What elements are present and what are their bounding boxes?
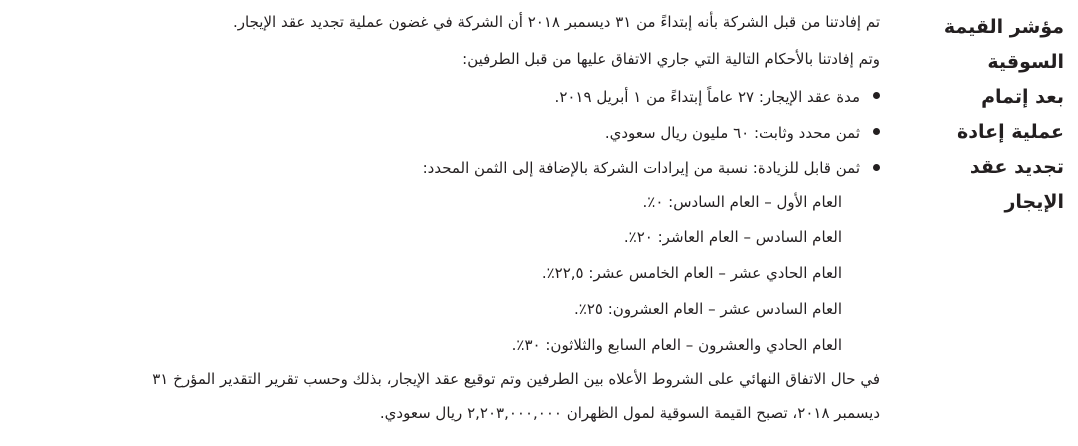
section-heading-line-2: السوقية bbox=[987, 51, 1064, 73]
schedule-item-years-21-37: العام الحادي والعشرون – العام السابع والثلاثون: ٣٠٪. bbox=[511, 336, 842, 354]
schedule-item-years-16-20: العام السادس عشر – العام العشرون: ٢٥٪. bbox=[574, 300, 842, 318]
bullet-dot-icon bbox=[873, 92, 880, 99]
bullet-dot-icon bbox=[873, 128, 880, 135]
bullet-item-fixed-price bbox=[10, 115, 880, 151]
bullet-item-text: مدة عقد الإيجار: ٢٧ عاماً إبتداءً من ١ أبريل ٢٠١٩. bbox=[554, 88, 860, 106]
section-heading-line-5: تجديد عقد bbox=[969, 156, 1064, 178]
section-heading-line-3: بعد إتمام bbox=[981, 86, 1064, 108]
bullet-item-lease-term bbox=[10, 79, 880, 115]
bullet-dot-icon bbox=[873, 164, 880, 171]
intro-paragraph-line-2: وتم إفادتنا بالأحكام التالية التي جاري الاتفاق عليها من قبل الطرفين: bbox=[462, 50, 880, 68]
section-heading-line-1: مؤشر القيمة bbox=[943, 16, 1064, 38]
bullet-item-variable-price bbox=[10, 151, 880, 185]
bullet-item-text: ثمن محدد وثابت: ٦٠ مليون ريال سعودي. bbox=[604, 124, 860, 142]
section-heading bbox=[943, 10, 1064, 220]
bullet-item-text: ثمن قابل للزيادة: نسبة من إيرادات الشركة بالإضافة إلى الثمن المحدد: bbox=[422, 159, 860, 177]
schedule-item-years-11-15: العام الحادي عشر – العام الخامس عشر: ٢٢,٥٪. bbox=[541, 264, 842, 282]
schedule-item-years-6-10: العام السادس – العام العاشر: ٢٠٪. bbox=[623, 228, 842, 246]
conclusion-paragraph-line-2: ديسمبر ٢٠١٨، تصبح القيمة السوقية لمول الظهران ٢,٢٠٣,٠٠٠,٠٠٠ ريال سعودي. bbox=[379, 404, 880, 422]
section-heading-line-6: الإيجار bbox=[1004, 191, 1064, 213]
conclusion-paragraph-line-1: في حال الاتفاق النهائي على الشروط الأعلاه بين الطرفين وتم توقيع عقد الإيجار، بذلك وحسب تقرير التقدير المؤرخ ٣١ bbox=[152, 370, 880, 388]
schedule-item-years-1-6: العام الأول – العام السادس: ٠٪. bbox=[642, 193, 842, 211]
section-heading-line-4: عملية إعادة bbox=[957, 121, 1064, 143]
intro-paragraph-line-1: تم إفادتنا من قبل الشركة بأنه إبتداءً من ٣١ ديسمبر ٢٠١٨ أن الشركة في غضون عملية تجديد عقد الإيجار. bbox=[233, 13, 880, 31]
section-body bbox=[10, 5, 880, 430]
